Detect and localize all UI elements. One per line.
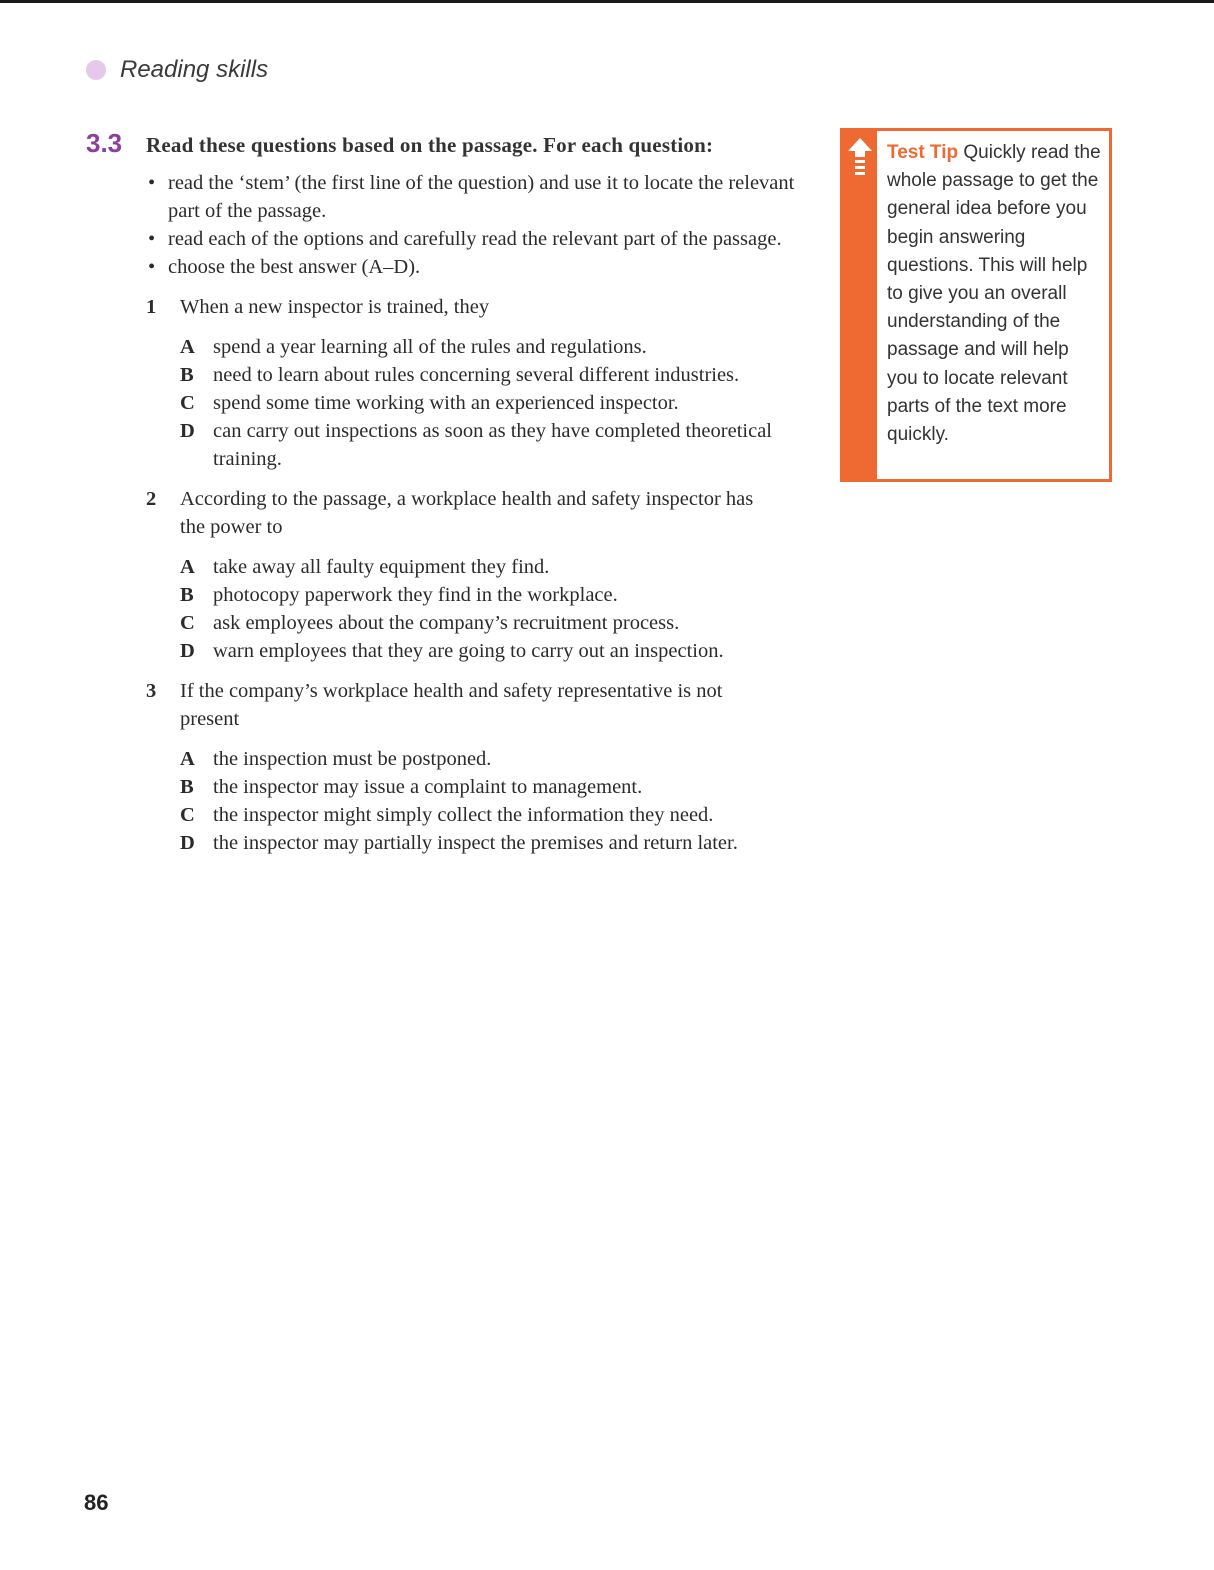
option-letter: B (180, 364, 194, 386)
option-b (180, 773, 816, 801)
option-b (180, 361, 816, 389)
section-title: Reading skills (120, 56, 269, 83)
option-c (180, 389, 816, 417)
option-list (180, 333, 816, 473)
option-letter: D (180, 420, 195, 442)
option-text: spend a year learning all of the rules and regulations. (213, 336, 647, 358)
option-text: can carry out inspections as soon as they have completed theoretical training. (213, 420, 772, 470)
question-stem: According to the passage, a workplace health and safety inspector has the power to (180, 488, 754, 538)
question-number: 1 (146, 296, 157, 318)
instruction-item: • read each of the options and carefully read the relevant part of the passage. (148, 225, 798, 253)
question-1 (146, 293, 816, 473)
option-letter: B (180, 776, 194, 798)
option-letter: B (180, 584, 194, 606)
option-a (180, 745, 816, 773)
option-text: photocopy paperwork they find in the workplace. (213, 584, 618, 606)
option-text: spend some time working with an experienced inspector. (213, 392, 679, 414)
option-text: the inspector might simply collect the information they need. (213, 804, 714, 826)
option-letter: D (180, 832, 195, 854)
section-dot-icon (86, 60, 106, 80)
option-text: warn employees that they are going to carry out an inspection. (213, 640, 724, 662)
option-d (180, 829, 816, 857)
option-text: need to learn about rules concerning several different industries. (213, 364, 740, 386)
exercise (86, 128, 816, 857)
instruction-list (148, 169, 798, 281)
option-letter: C (180, 392, 195, 414)
section-header (86, 56, 268, 84)
exercise-number: 3.3 (86, 128, 123, 158)
instruction-item: • choose the best answer (A–D). (148, 253, 798, 281)
option-text: take away all faulty equipment they find. (213, 556, 550, 578)
question-3 (146, 677, 816, 857)
option-text: the inspector may issue a complaint to management. (213, 776, 643, 798)
option-letter: A (180, 336, 195, 358)
top-rule (0, 0, 1214, 3)
option-list (180, 745, 816, 857)
question-stem: When a new inspector is trained, they (180, 296, 490, 318)
question-2 (146, 485, 816, 665)
option-text: the inspector may partially inspect the premises and return later. (213, 832, 738, 854)
option-letter: D (180, 640, 195, 662)
up-arrow-icon (847, 137, 873, 181)
tip-content (887, 139, 1101, 449)
page-number: 86 (84, 1490, 109, 1515)
option-text: ask employees about the company’s recruitment process. (213, 612, 680, 634)
question-number: 2 (146, 488, 157, 510)
option-letter: A (180, 556, 195, 578)
tip-stripe (843, 131, 877, 479)
option-c (180, 609, 816, 637)
instruction-item: • read the ‘stem’ (the first line of the question) and use it to locate the relevant part of the passage. (148, 169, 798, 225)
option-a (180, 333, 816, 361)
option-list (180, 553, 816, 665)
option-d (180, 637, 816, 665)
option-text: the inspection must be postponed. (213, 748, 492, 770)
tip-label: Test Tip (887, 142, 959, 163)
question-number: 3 (146, 680, 157, 702)
question-stem: If the company’s workplace health and safety representative is not present (180, 680, 723, 730)
option-d (180, 417, 816, 473)
tip-text: Quickly read the whole passage to get the general idea before you begin answering questions. This will help to give you an overall understanding of the passage and will help you to locate relevant parts of the text more quickly. (887, 142, 1101, 446)
exercise-instruction: Read these questions based on the passage. For each question: (146, 133, 714, 157)
option-letter: C (180, 804, 195, 826)
option-letter: A (180, 748, 195, 770)
test-tip-box (840, 128, 1112, 482)
exercise-header (86, 128, 816, 159)
option-letter: C (180, 612, 195, 634)
option-a (180, 553, 816, 581)
option-b (180, 581, 816, 609)
option-c (180, 801, 816, 829)
